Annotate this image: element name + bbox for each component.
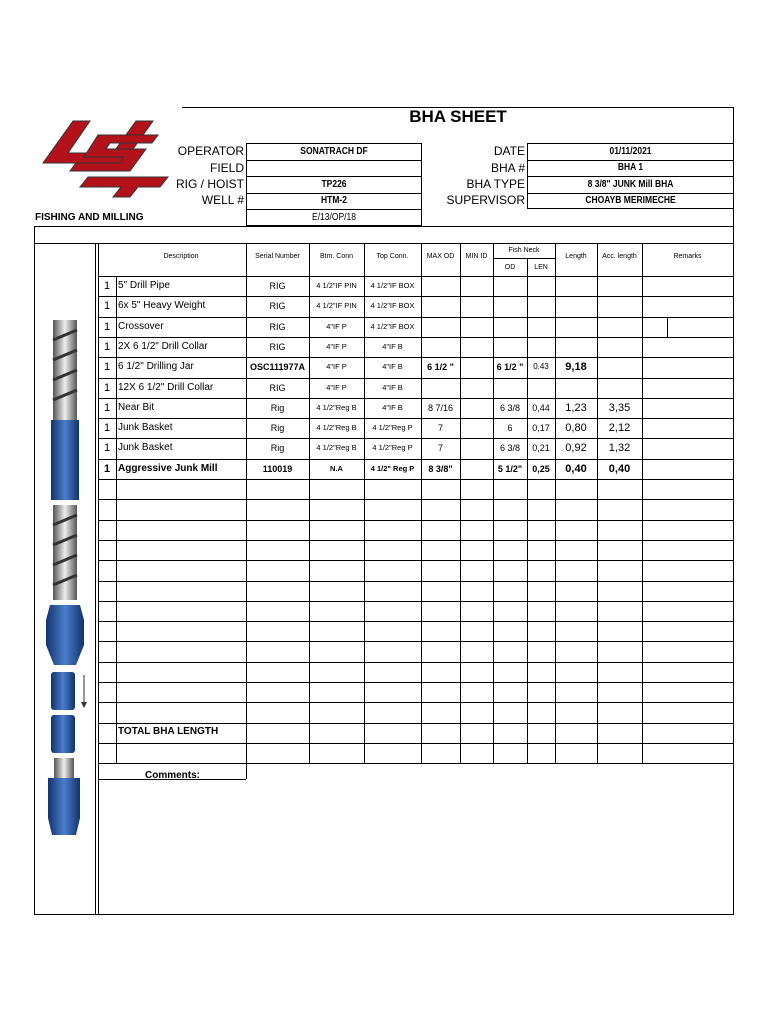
supervisor-value: CHOAYB MERIMECHE — [585, 195, 676, 206]
field-label: FIELD — [209, 161, 244, 175]
row-8-desc: Junk Basket — [118, 422, 173, 434]
row-3-btm: 4"IF P — [326, 321, 347, 331]
column-header-top-conn: Top Conn. — [376, 253, 409, 260]
row-1-top: 4 1/2"IF BOX — [370, 281, 415, 290]
column-header-min-id: MIN ID — [465, 253, 488, 260]
row-8-btm: 4 1/2"Reg B — [316, 423, 357, 433]
row-8-length: 0,80 — [565, 422, 587, 435]
operator-value: SONATRACH DF — [300, 146, 368, 157]
operator-label: OPERATOR — [177, 144, 244, 158]
row-5-length: 9,18 — [565, 361, 587, 374]
row-7-length: 1,23 — [565, 401, 587, 414]
row-1-desc: 5" Drill Pipe — [118, 280, 170, 291]
row-7-maxod: 8 7/16 — [427, 402, 454, 413]
row-7-len: 0,44 — [532, 402, 550, 413]
column-header-fish-neck-len: LEN — [534, 264, 548, 271]
row-6-top: 4"IF B — [382, 382, 403, 392]
comments-label: Comments: — [144, 770, 200, 781]
row-10-acc: 0,40 — [608, 462, 631, 475]
row-5-top: 4"IF B — [382, 362, 403, 372]
row-10-btm: N.A — [330, 463, 343, 473]
row-2-top: 4 1/2"IF BOX — [370, 301, 415, 311]
row-5-od: 6 1/2 " — [496, 362, 524, 373]
row-7-top: 4"IF B — [382, 402, 403, 412]
row-9-od: 6 3/8 — [499, 443, 521, 454]
row-9-top: 4 1/2"Reg P — [372, 443, 413, 453]
row-3-desc: Crossover — [118, 320, 164, 332]
row-10-top: 4 1/2" Reg P — [370, 463, 415, 473]
row-2-serial: RIG — [269, 301, 286, 312]
row-4-serial: RIG — [269, 341, 286, 352]
well-label: WELL # — [201, 193, 244, 207]
row-9-len: 0,21 — [532, 443, 550, 454]
row-4-top: 4"IF B — [382, 341, 403, 351]
row-9-qty: 1 — [103, 442, 111, 455]
row-1-serial: RIG — [269, 281, 286, 291]
row-5-len: 0.43 — [533, 362, 549, 372]
column-header-fish-neck: Fish Neck — [508, 247, 540, 254]
column-header-serial: Serial Number — [255, 253, 300, 260]
row-7-od: 6 3/8 — [499, 402, 521, 413]
bha-type-label: BHA TYPE — [466, 177, 525, 191]
row-1-btm: 4 1/2"IF PIN — [316, 281, 357, 290]
rig-hoist-label: RIG / HOIST — [175, 177, 244, 191]
row-7-serial: Rig — [270, 402, 285, 413]
bha-tool-drawing — [40, 320, 95, 840]
row-9-acc: 1,32 — [608, 442, 631, 455]
row-10-len: 0,25 — [532, 463, 550, 474]
job-reference: E/13/OP/18 — [312, 212, 356, 223]
row-6-qty: 1 — [103, 381, 111, 394]
column-header-max-od: MAX OD — [426, 253, 455, 260]
row-8-od: 6 — [507, 423, 513, 434]
row-8-acc: 2,12 — [608, 422, 631, 435]
bha-type-value: 8 3/8" JUNK Mill BHA — [587, 179, 674, 190]
row-9-desc: Junk Basket — [118, 442, 173, 454]
row-8-qty: 1 — [103, 422, 111, 435]
row-6-btm: 4"IF P — [326, 382, 347, 392]
row-5-maxod: 6 1/2 " — [427, 362, 454, 373]
row-7-btm: 4 1/2"Reg B — [316, 402, 357, 412]
row-4-desc: 2X 6 1/2" Drill Collar — [118, 340, 208, 352]
row-10-maxod: 8 3/8" — [428, 463, 453, 474]
row-3-qty: 1 — [103, 320, 111, 333]
row-10-qty: 1 — [103, 462, 111, 475]
row-7-acc: 3,35 — [608, 401, 631, 414]
row-7-qty: 1 — [103, 401, 111, 414]
total-bha-length-label: TOTAL BHA LENGTH — [118, 725, 219, 737]
row-8-maxod: 7 — [437, 423, 443, 434]
row-10-serial: 110019 — [262, 463, 293, 474]
column-header-length: Length — [565, 253, 587, 260]
supervisor-label: SUPERVISOR — [446, 193, 525, 207]
column-header-fish-neck-od: OD — [504, 264, 516, 271]
row-5-desc: 6 1/2" Drilling Jar — [118, 361, 194, 373]
row-2-qty: 1 — [103, 300, 111, 313]
row-9-maxod: 7 — [437, 443, 443, 454]
row-8-serial: Rig — [270, 423, 285, 434]
column-header-remarks: Remarks — [673, 253, 702, 260]
date-value: 01/11/2021 — [609, 146, 652, 157]
rig-hoist-value: TP226 — [321, 179, 347, 190]
row-9-serial: Rig — [270, 443, 285, 454]
row-9-btm: 4 1/2"Reg B — [316, 443, 357, 453]
row-4-btm: 4"IF P — [326, 341, 347, 351]
column-header-acc-length: Acc. length — [602, 253, 637, 260]
row-9-length: 0,92 — [565, 442, 587, 455]
row-1-qty: 1 — [103, 280, 111, 292]
column-header-btm-conn: Btm. Conn — [319, 253, 354, 260]
row-10-desc: Aggressive Junk Mill — [118, 462, 218, 474]
row-3-serial: RIG — [269, 321, 286, 332]
row-7-desc: Near Bit — [118, 401, 155, 413]
well-value: HTM-2 — [321, 195, 347, 206]
bha-number-label: BHA # — [490, 161, 525, 175]
row-2-desc: 6x 5" Heavy Weight — [118, 300, 206, 312]
row-3-top: 4 1/2"IF BOX — [370, 321, 415, 331]
row-6-serial: RIG — [269, 382, 286, 393]
row-8-len: 0,17 — [532, 423, 550, 434]
row-2-btm: 4 1/2"IF PIN — [316, 301, 357, 311]
section-label: FISHING AND MILLING — [35, 212, 144, 223]
row-5-qty: 1 — [103, 361, 111, 374]
bha-number-value: BHA 1 — [617, 162, 644, 173]
row-8-top: 4 1/2"Reg P — [372, 423, 413, 433]
row-10-length: 0,40 — [565, 462, 587, 475]
row-10-od: 5 1/2" — [497, 463, 523, 474]
row-6-desc: 12X 6 1/2" Drill Collar — [118, 381, 214, 393]
row-5-serial: OSC111977A — [249, 362, 306, 373]
page-title: BHA SHEET — [409, 107, 507, 126]
row-5-btm: 4"IF P — [326, 362, 347, 372]
column-header-description: Description — [163, 253, 199, 260]
date-label: DATE — [493, 144, 525, 158]
row-4-qty: 1 — [103, 340, 111, 353]
